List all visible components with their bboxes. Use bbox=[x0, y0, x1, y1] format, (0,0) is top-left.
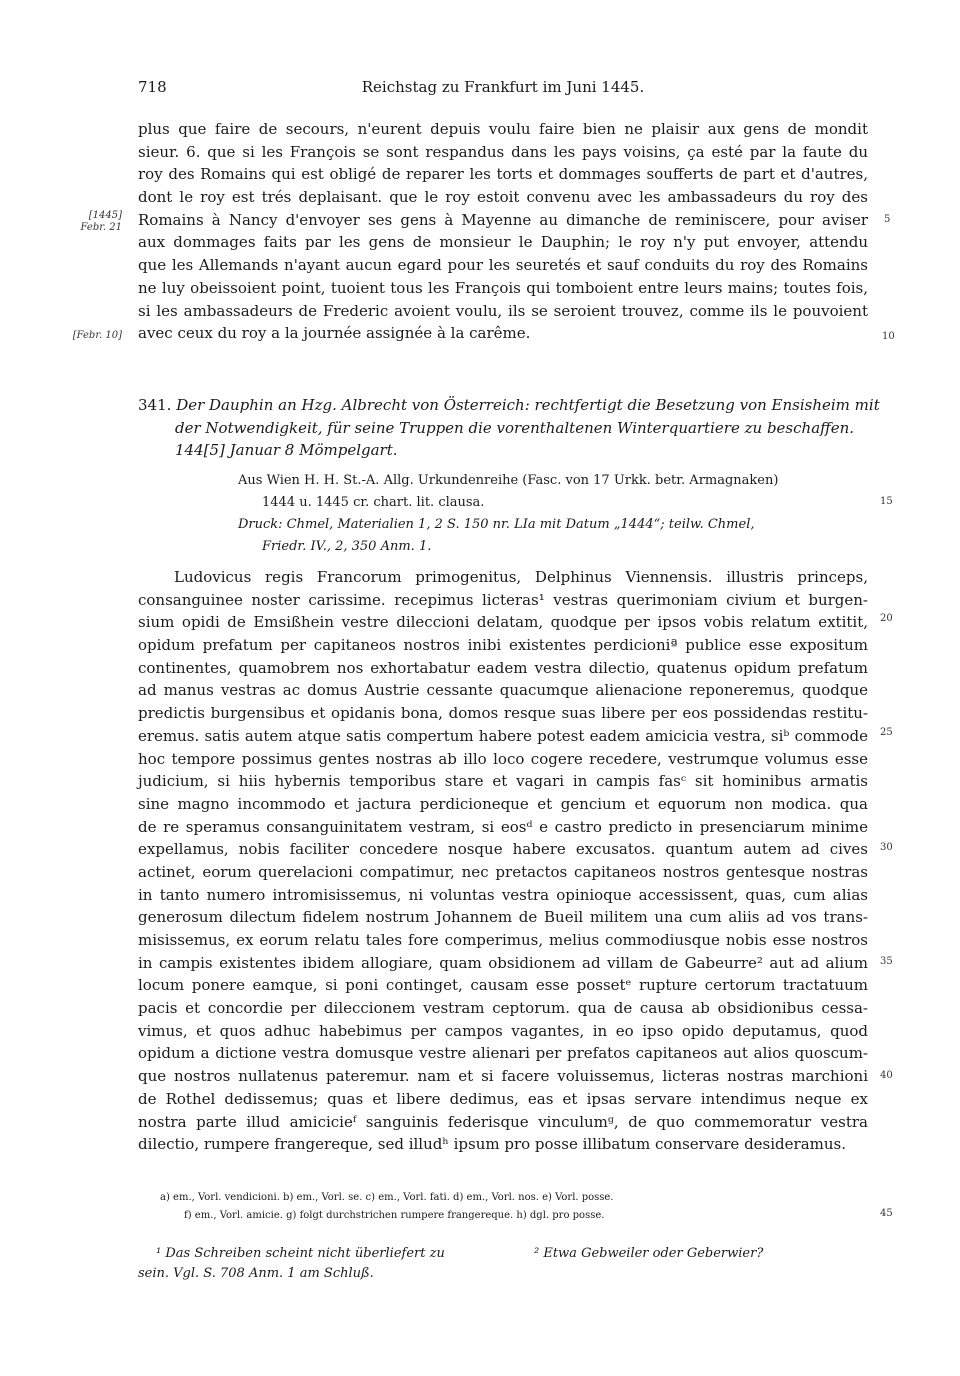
text-line: misissemus, ex eorum relatu tales fore comperimus, melius commodiusque nobis esse nostros bbox=[138, 931, 868, 949]
line-number: 20 bbox=[880, 613, 893, 624]
text-line: que les Allemands n'ayant aucun egard pour les seuretés et sauf conduits du roy des Romains bbox=[138, 256, 868, 275]
margin-date-note: [Febr. 10] bbox=[72, 330, 122, 341]
text-line: roy des Romains qui est obligé de reparer les torts et dommages soufferts de part et d'autres, bbox=[138, 165, 868, 184]
text-line: dont le roy est trés deplaisant. que le roy estoit convenu avec les ambassadeurs du roy des bbox=[138, 188, 868, 207]
source-line: 1444 u. 1445 cr. chart. lit. clausa. bbox=[262, 495, 485, 510]
text-line: ne luy obeissoient point, tuoient tous les François qui tomboient entre leurs mains; toutes fois, bbox=[138, 278, 868, 297]
line-number: 40 bbox=[880, 1070, 893, 1081]
apparatus-line: a) em., Vorl. vendicioni. b) em., Vorl. se. c) em., Vorl. fati. d) em., Vorl. nos. e) Vorl. posse. bbox=[160, 1192, 614, 1203]
text-line: avec ceux du roy a la journée assignée à la carême. bbox=[138, 324, 531, 343]
print-line: Friedr. IV., 2, 350 Anm. 1. bbox=[262, 539, 432, 554]
line-number: 10 bbox=[882, 331, 895, 342]
line-number: 30 bbox=[880, 842, 893, 853]
text-line: judicium, si hiis hybernis temporibus stare et vagari in campis fasᶜ sit hominibus armatis bbox=[138, 772, 868, 791]
text-line: consanguinee noster carissime. recepimus licteras¹ vestras querimoniam civium et burgen- bbox=[138, 590, 868, 609]
text-line: sieur. 6. que si les François se sont respandus dans les pays voisins, ça esté par la faute du bbox=[138, 142, 868, 161]
text-line: sine magno incommodo et jactura perdicioneque et gencium et equorum non modica. qua bbox=[138, 794, 868, 813]
running-title: Reichstag zu Frankfurt im Juni 1445. bbox=[361, 78, 645, 96]
footnote-line: ² Etwa Gebweiler oder Geberwier? bbox=[534, 1246, 764, 1261]
document-heading bbox=[138, 394, 880, 462]
text-line: que nostros nullatenus pateremur. nam et si facere voluissemus, licteras nostras marchioni bbox=[138, 1067, 868, 1086]
text-line: ad manus vestras ac domus Austrie cessante quacumque alienacione reponeremus, quodque bbox=[138, 681, 868, 700]
latin-text-block bbox=[138, 566, 868, 1156]
text-line: generosum dilectum fidelem nostrum Johannem de Bueil militem una cum aliis ad vos trans- bbox=[138, 908, 868, 927]
text-line: vimus, et quos adhuc habebimus per campos vagantes, in eo ipso opido deputamus, quod bbox=[138, 1021, 868, 1040]
source-line: Aus Wien H. H. St.-A. Allg. Urkundenreihe (Fasc. von 17 Urkk. betr. Armagnaken) bbox=[238, 473, 779, 488]
text-line: locum ponere eamque, si poni continget, causam esse possetᵉ rupture certorum tractatuum bbox=[138, 976, 868, 995]
line-number: 15 bbox=[880, 496, 893, 507]
text-line: plus que faire de secours, n'eurent depuis voulu faire bien ne plaisir aux gens de mondit bbox=[138, 120, 868, 138]
text-line: pacis et concordie per dileccionem vestram ceptorum. qua de causa ab obsidionibus cessa- bbox=[138, 999, 868, 1018]
text-line: aux dommages faits par les gens de monsieur le Dauphin; le roy n'y put envoyer, attendu bbox=[138, 233, 868, 252]
text-line: nostra parte illud amicicieᶠ sanguinis federisque vinculumᵍ, de quo commemoratur vestra bbox=[138, 1112, 868, 1131]
text-line: actinet, eorum querelacioni compatimur, nec pretactos capitaneos nostros gentesque nostras bbox=[138, 862, 868, 881]
text-line: si les ambassadeurs de Frederic avoient voulu, ils se seroient trouvez, comme ils le pouvoient bbox=[138, 301, 868, 320]
margin-date-note: [1445] Febr. 21 bbox=[80, 210, 122, 233]
text-line: sium opidi de Emsißhein vestre dileccioni delatam, quodque per ipsos vobis relatum extitit, bbox=[138, 613, 868, 632]
document-number: 341. bbox=[138, 396, 172, 414]
text-line: Ludovicus regis Francorum primogenitus, Delphinus Viennensis. illustris princeps, bbox=[174, 568, 868, 586]
text-line: predictis burgensibus et opidanis bona, domos resque suas libere per eos possidendas restitu- bbox=[138, 704, 868, 723]
line-number: 5 bbox=[884, 214, 891, 225]
text-line: continentes, quamobrem nos exhortabatur eadem vestra dilectio, quatenus opidum prefatum bbox=[138, 658, 868, 677]
line-number: 35 bbox=[880, 956, 893, 967]
document-date: 144[5] Januar 8 Mömpelgart. bbox=[175, 441, 398, 459]
text-line: de re speramus consanguinitatem vestram, si eosᵈ e castro predicto in presenciarum minime bbox=[138, 817, 868, 836]
footnote-1 bbox=[138, 1244, 445, 1284]
textual-apparatus bbox=[160, 1189, 870, 1225]
text-line: de Rothel dedissemus; quas et libere dedimus, eas et ipsas servare intendimus neque ex bbox=[138, 1089, 868, 1108]
text-line: eremus. satis autem atque satis compertum habere potest eadem amicicia vestra, siᵇ commode bbox=[138, 726, 868, 745]
apparatus-line: f) em., Vorl. amicie. g) folgt durchstrichen rumpere frangereque. h) dgl. pro posse. bbox=[184, 1210, 605, 1221]
page-number: 718 bbox=[138, 78, 167, 96]
footnote-2 bbox=[534, 1244, 763, 1264]
line-number: 45 bbox=[880, 1208, 893, 1219]
text-line: in campis existentes ibidem allogiare, quam obsidionem ad villam de Gabeurre² aut ad alium bbox=[138, 953, 868, 972]
french-text-block bbox=[138, 118, 868, 345]
text-line: hoc tempore possimus gentes nostras ab illo loco cogere recedere, vestrumque volumus esse bbox=[138, 749, 868, 768]
line-number: 25 bbox=[880, 727, 893, 738]
document-title: Der Dauphin an Hzg. Albrecht von Österreich: rechtfertigt die Besetzung von Ensisheim mit bbox=[176, 396, 880, 414]
text-line: Romains à Nancy d'envoyer ses gens à Mayenne au dimanche de reminiscere, pour aviser bbox=[138, 210, 868, 229]
text-line: opidum prefatum per capitaneos nostros inibi existentes perdicioniª publice esse expositum bbox=[138, 636, 868, 655]
text-line: expellamus, nobis faciliter concedere nosque habere excusatos. quantum autem ad cives bbox=[138, 840, 868, 859]
footnote-line: ¹ Das Schreiben scheint nicht überliefert zu bbox=[156, 1246, 445, 1261]
source-note bbox=[238, 470, 868, 558]
running-header bbox=[138, 78, 868, 100]
print-line: Druck: Chmel, Materialien 1, 2 S. 150 nr. LIa mit Datum „1444“; teilw. Chmel, bbox=[238, 517, 755, 532]
text-line: in tanto numero intromisissemus, ni voluntas vestra opinioque accessissent, quas, cum alias bbox=[138, 885, 868, 904]
footnote-line: sein. Vgl. S. 708 Anm. 1 am Schluß. bbox=[138, 1266, 374, 1281]
document-title: der Notwendigkeit, für seine Truppen die vorenthaltenen Winterquartiere zu beschaffen. bbox=[175, 418, 855, 437]
text-line: opidum a dictione vestra domusque vestre alienari per prefatos capitaneos aut alios quoscum- bbox=[138, 1044, 868, 1063]
text-line: dilectio, rumpere frangereque, sed illudʰ ipsum pro posse illibatum conservare desideramus. bbox=[138, 1135, 846, 1154]
